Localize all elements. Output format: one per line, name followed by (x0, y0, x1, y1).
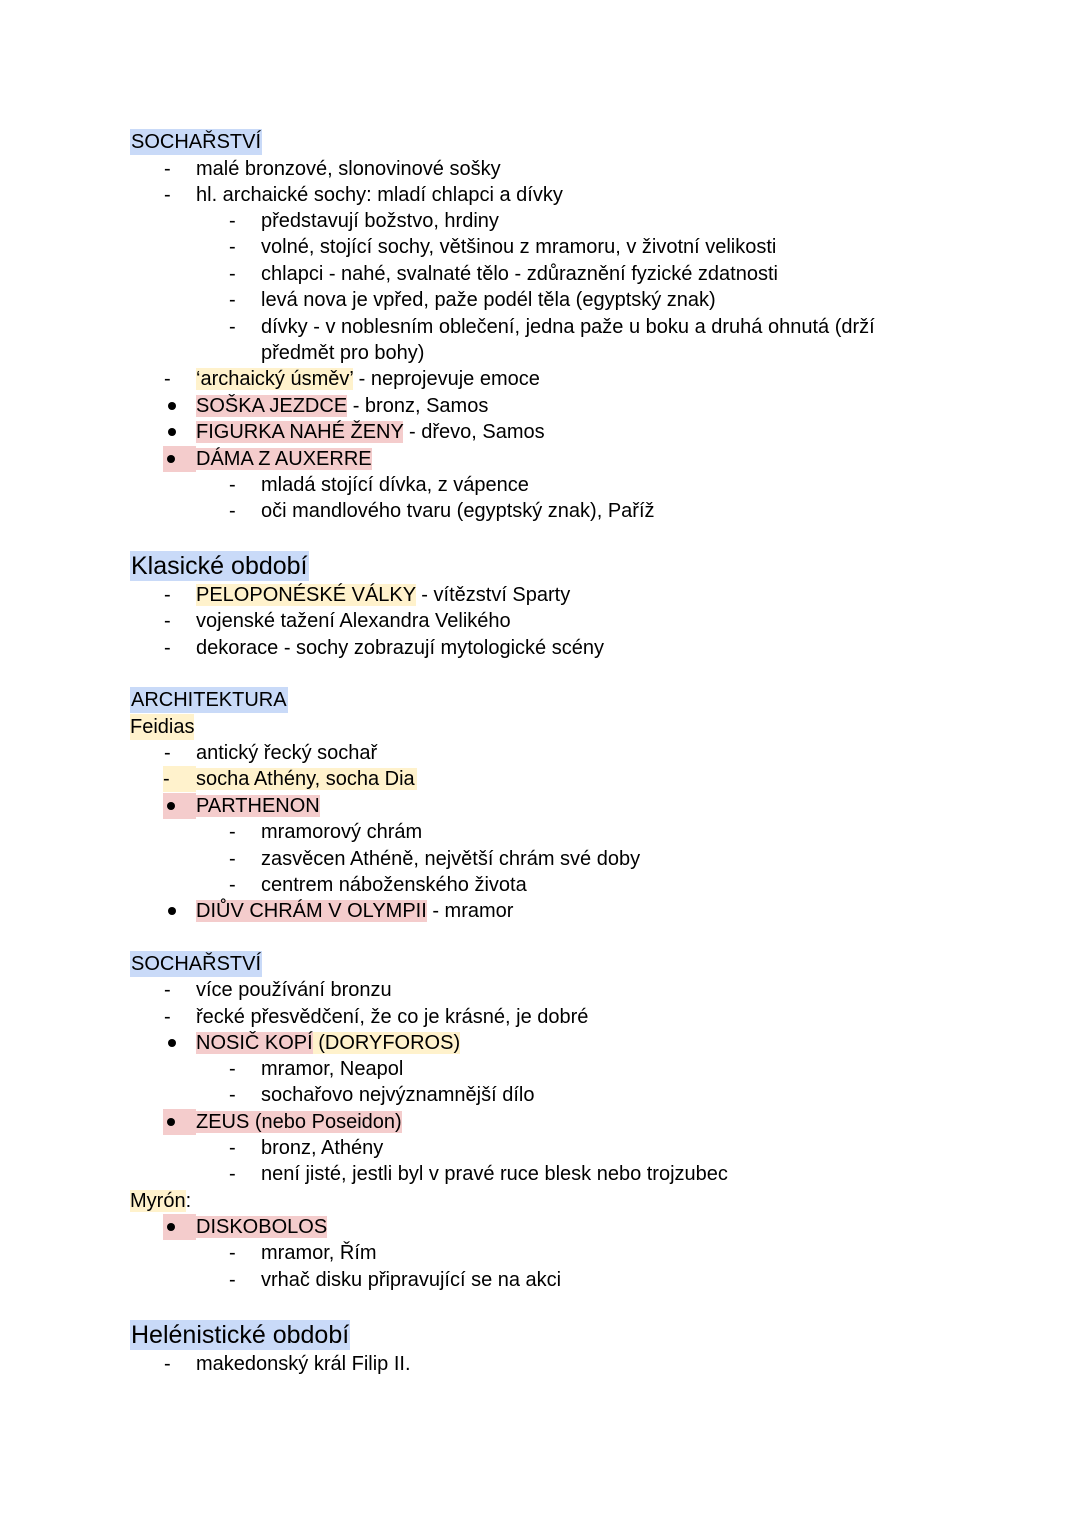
bullet-marker (163, 1109, 196, 1135)
bullet-marker (164, 393, 198, 419)
bullet-marker (164, 1030, 198, 1056)
bullet-marker (163, 446, 196, 472)
dash-marker (229, 1082, 263, 1108)
dash-marker (164, 182, 198, 208)
dash-marker (229, 208, 263, 234)
dash-marker (164, 1351, 198, 1377)
dash-marker (229, 498, 263, 524)
dash-marker (229, 261, 263, 287)
dash-marker (229, 287, 263, 313)
dash-marker (229, 472, 263, 498)
dash-marker (229, 1056, 263, 1082)
dash-marker (229, 1161, 263, 1187)
bullet-marker (164, 898, 198, 924)
dash-marker (229, 1267, 263, 1293)
dash-marker (229, 846, 263, 872)
dash-marker (229, 819, 263, 845)
dash-marker (164, 366, 198, 392)
dash-marker (229, 872, 263, 898)
dash-marker (229, 1240, 263, 1266)
dash-marker (164, 156, 198, 182)
document-page: SOCHAŘSTVÍ - malé bronzové, slonovinové sošky - hl. archaické sochy: mladí chlapci a dívky - představují božstvo, hrdiny - volné, stojící sochy, většinou z mramoru, v životní velikosti - chlapci - nahé, svalnaté tělo - zdůraznění fyzické zdatnosti - levá nova je vpřed, paže podél těla (egyptský znak) - dívky - v noblesním oblečení, jedna paže u boku a druhá ohnutá (drží předmět pro bohy) - ‘archaický úsměv’ - neprojevuje emoce SOŠKA JEZDCE - bronz, Samos FIGURKA NAHÉ ŽENY - dřevo, Samos DÁMA Z AUXERRE - mladá stojící dívka, z vápence - oči mandlového tvaru (egyptský znak), Paříž Klasické období - PELOPONÉSKÉ VÁLKY - vítězství Sparty - vojenské tažení Alexandra Velikého - dekorace - sochy zobrazují mytologické scény ARCHITEKTURA Feidias - antický řecký sochař - socha Athény, socha Dia PARTHENON - mramorový chrám - zasvěcen Athéně, největší chrám své doby - centrem náboženského života DIŮV CHRÁM V OLYMPII - mramor SOCHAŘSTVÍ - více používání bronzu - řecké přesvědčení, že co je krásné, je dobré NOSIČ KOPÍ (DORYFOROS) - mramor, Neapol - sochařovo nejvýznamnější dílo ZEUS (nebo Poseidon) - bronz, Athény - není jisté, jestli byl v pravé ruce blesk nebo trojzubec Myrón: DISKOBOLOS - mramor, Řím - vrhač disku připravující se na akci Helénistické období - makedonský král Filip II. (0, 0, 1080, 1525)
bullet-marker (163, 1214, 196, 1240)
dash-marker (164, 740, 198, 766)
bullet-marker (163, 793, 196, 819)
dash-marker (164, 582, 198, 608)
dash-marker (229, 1135, 263, 1161)
dash-marker (229, 314, 263, 340)
dash-marker (229, 234, 263, 260)
dash-marker (164, 635, 198, 661)
dash-marker (163, 766, 196, 792)
dash-marker (164, 608, 198, 634)
bullet-marker (164, 419, 198, 445)
dash-marker (164, 977, 198, 1003)
dash-marker (164, 1004, 198, 1030)
